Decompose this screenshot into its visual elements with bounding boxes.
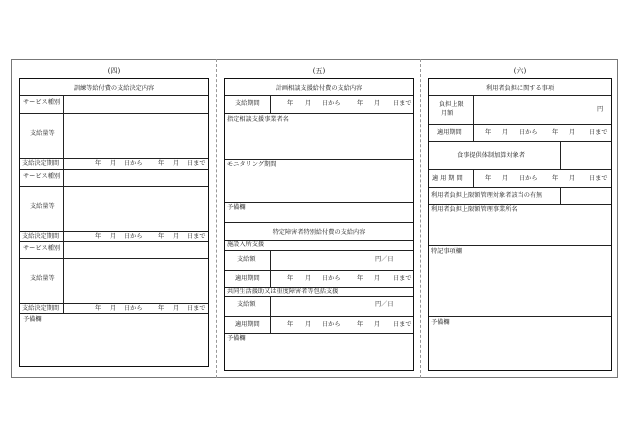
applicable-period-label: 適用期間 [235, 275, 260, 282]
panel-6-header: 利用者負担に関する事項 [485, 84, 555, 92]
panel-4-title: (四) [107, 67, 121, 75]
cap-management-label: 利用者負担上限額管理対象者該当の有無 [431, 192, 543, 199]
panel-4 [19, 67, 209, 437]
applicable-period-label: 適 用 期 間 [432, 175, 463, 182]
applicable-period-label: 適用期間 [437, 129, 462, 136]
panel-4-header: 訓練等給付費の支給決定内容 [73, 84, 155, 92]
applicable-period-label: 適用期間 [235, 321, 260, 328]
cap-management-office-label: 利用者負担上限額管理事業所名 [431, 206, 518, 213]
panel-6-frame: 利用者負担に関する事項 負担上限 月額 円 適用期間 年 月 日から 年 月 日まで 食事提供体制加算対象者 適 用 期 間 年 月 日から 年 月 日まで 利用者負担上限額管理対象者該当の有無 利用者負担上限額管理事業所名 特記事項欄 予備欄 [428, 78, 612, 371]
fold-line [216, 59, 217, 378]
decision-period-label: 支給決定期間 [22, 160, 60, 167]
panel-6-title: (六) [513, 67, 527, 75]
amount-label: 支給量等 [30, 275, 55, 282]
special-benefit-header: 特定障害者特別給付費の支給内容 [272, 228, 366, 236]
monitoring-period-label: モニタリング期間 [227, 161, 277, 168]
fold-line [420, 59, 421, 378]
decision-period-label: 支給決定期間 [22, 305, 60, 312]
payment-amount-label: 支給額 [237, 301, 256, 308]
remarks-label: 予備欄 [23, 316, 42, 323]
remarks-label: 予備欄 [227, 204, 246, 211]
service-type-label: サービス種別 [23, 99, 61, 106]
group-home-label: 共同生活援助又は重度障害者等包括支援 [227, 288, 339, 295]
monthly-label: 月額 [441, 110, 454, 117]
remarks-label: 予備欄 [431, 319, 450, 326]
payment-amount-label: 支給額 [237, 256, 256, 263]
consult-office-label: 指定相談支援事業者名 [227, 116, 289, 123]
panel-5-frame: 計画相談支援給付費の支給内容 支給期間 年 月 日から 年 月 日まで 指定相談支援事業者名 モニタリング期間 予備欄 特定障害者特別給付費の支給内容 施設入所支援 支給額 円／日 適用期間 年 月 日から 年 月 日まで 共同生活援助又は重度障害者等包括支援 支給額 円／日 適用期間 年 月 日から 年 月 日まで 予備欄 [224, 78, 414, 371]
service-type-label: サービス種別 [23, 245, 61, 252]
amount-label: 支給量等 [30, 130, 55, 137]
decision-period-label: 支給決定期間 [22, 233, 60, 240]
payment-period-label: 支給期間 [235, 100, 260, 107]
panel-4-frame: 訓練等給付費の支給決定内容 サービス種別 支給量等 支給決定期間 年 月 日から 年 月 日まで サービス種別 支給量等 支給決定期間 年 月 日から 年 月 日まで サービス種別 支給量等 支給決定期間 年 月 日から 年 月 日まで 予備欄 [19, 78, 209, 367]
burden-cap-label: 負担上限 [439, 101, 464, 108]
panel-5-header: 計画相談支援給付費の支給内容 [275, 84, 363, 92]
remarks-label: 予備欄 [227, 335, 246, 342]
meal-provision-label: 食事提供体制加算対象者 [457, 152, 526, 159]
service-type-label: サービス種別 [23, 173, 61, 180]
special-notes-label: 特記事項欄 [431, 248, 462, 255]
panel-5-title: (五) [312, 67, 326, 75]
amount-label: 支給量等 [30, 203, 55, 210]
facility-admission-label: 施設入所支援 [227, 241, 265, 248]
